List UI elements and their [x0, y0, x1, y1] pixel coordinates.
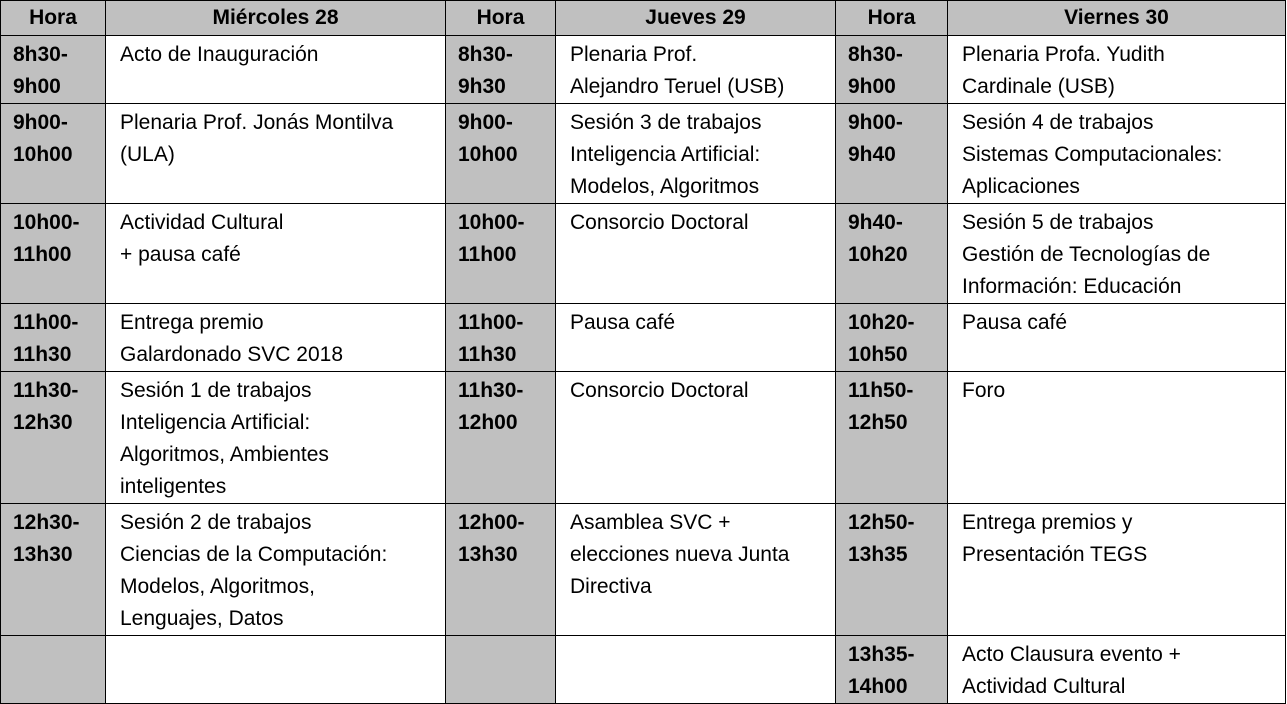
time-cell: 10h00- 11h00 — [1, 204, 106, 304]
header-viernes-30: Viernes 30 — [948, 1, 1286, 36]
time-cell: 12h50- 13h35 — [836, 504, 948, 636]
activity-cell: Acto Clausura evento + Actividad Cultural — [948, 636, 1286, 704]
activity-cell: Sesión 3 de trabajos Inteligencia Artificial: Modelos, Algoritmos — [556, 104, 836, 204]
time-cell: 11h50- 12h50 — [836, 372, 948, 504]
activity-cell: Acto de Inauguración — [106, 36, 446, 104]
activity-cell-empty — [556, 636, 836, 704]
activity-cell: Plenaria Profa. Yudith Cardinale (USB) — [948, 36, 1286, 104]
activity-cell: Sesión 2 de trabajos Ciencias de la Computación: Modelos, Algoritmos, Lenguajes, Datos — [106, 504, 446, 636]
time-cell: 9h00- 10h00 — [1, 104, 106, 204]
header-hora-2: Hora — [446, 1, 556, 36]
activity-cell: Plenaria Prof. Alejandro Teruel (USB) — [556, 36, 836, 104]
time-cell: 9h00- 10h00 — [446, 104, 556, 204]
time-cell: 9h40- 10h20 — [836, 204, 948, 304]
time-cell: 11h30- 12h00 — [446, 372, 556, 504]
activity-cell: Asamblea SVC + elecciones nueva Junta Directiva — [556, 504, 836, 636]
time-cell: 11h30- 12h30 — [1, 372, 106, 504]
time-cell: 11h00- 11h30 — [1, 304, 106, 372]
time-cell: 13h35- 14h00 — [836, 636, 948, 704]
schedule-row — [1, 636, 1286, 704]
activity-cell-empty — [106, 636, 446, 704]
schedule-row — [1, 36, 1286, 104]
header-jueves-29: Jueves 29 — [556, 1, 836, 36]
activity-cell: Entrega premio Galardonado SVC 2018 — [106, 304, 446, 372]
time-cell: 8h30- 9h00 — [1, 36, 106, 104]
header-hora-1: Hora — [1, 1, 106, 36]
activity-cell: Plenaria Prof. Jonás Montilva (ULA) — [106, 104, 446, 204]
time-cell-empty — [446, 636, 556, 704]
activity-cell: Foro — [948, 372, 1286, 504]
time-cell: 8h30- 9h30 — [446, 36, 556, 104]
header-row — [1, 1, 1286, 36]
time-cell: 10h20- 10h50 — [836, 304, 948, 372]
activity-cell: Pausa café — [556, 304, 836, 372]
time-cell: 9h00- 9h40 — [836, 104, 948, 204]
time-cell: 8h30- 9h00 — [836, 36, 948, 104]
time-cell: 12h30- 13h30 — [1, 504, 106, 636]
activity-cell: Consorcio Doctoral — [556, 204, 836, 304]
header-miercoles-28: Miércoles 28 — [106, 1, 446, 36]
time-cell: 11h00- 11h30 — [446, 304, 556, 372]
schedule-row — [1, 372, 1286, 504]
header-hora-3: Hora — [836, 1, 948, 36]
activity-cell: Pausa café — [948, 304, 1286, 372]
schedule-row — [1, 504, 1286, 636]
time-cell: 12h00- 13h30 — [446, 504, 556, 636]
schedule-row — [1, 304, 1286, 372]
activity-cell: Sesión 5 de trabajos Gestión de Tecnologías de Información: Educación — [948, 204, 1286, 304]
time-cell-empty — [1, 636, 106, 704]
schedule-row — [1, 104, 1286, 204]
activity-cell: Sesión 4 de trabajos Sistemas Computacionales: Aplicaciones — [948, 104, 1286, 204]
activity-cell: Actividad Cultural + pausa café — [106, 204, 446, 304]
activity-cell: Entrega premios y Presentación TEGS — [948, 504, 1286, 636]
activity-cell: Sesión 1 de trabajos Inteligencia Artificial: Algoritmos, Ambientes inteligentes — [106, 372, 446, 504]
activity-cell: Consorcio Doctoral — [556, 372, 836, 504]
time-cell: 10h00- 11h00 — [446, 204, 556, 304]
schedule-row — [1, 204, 1286, 304]
